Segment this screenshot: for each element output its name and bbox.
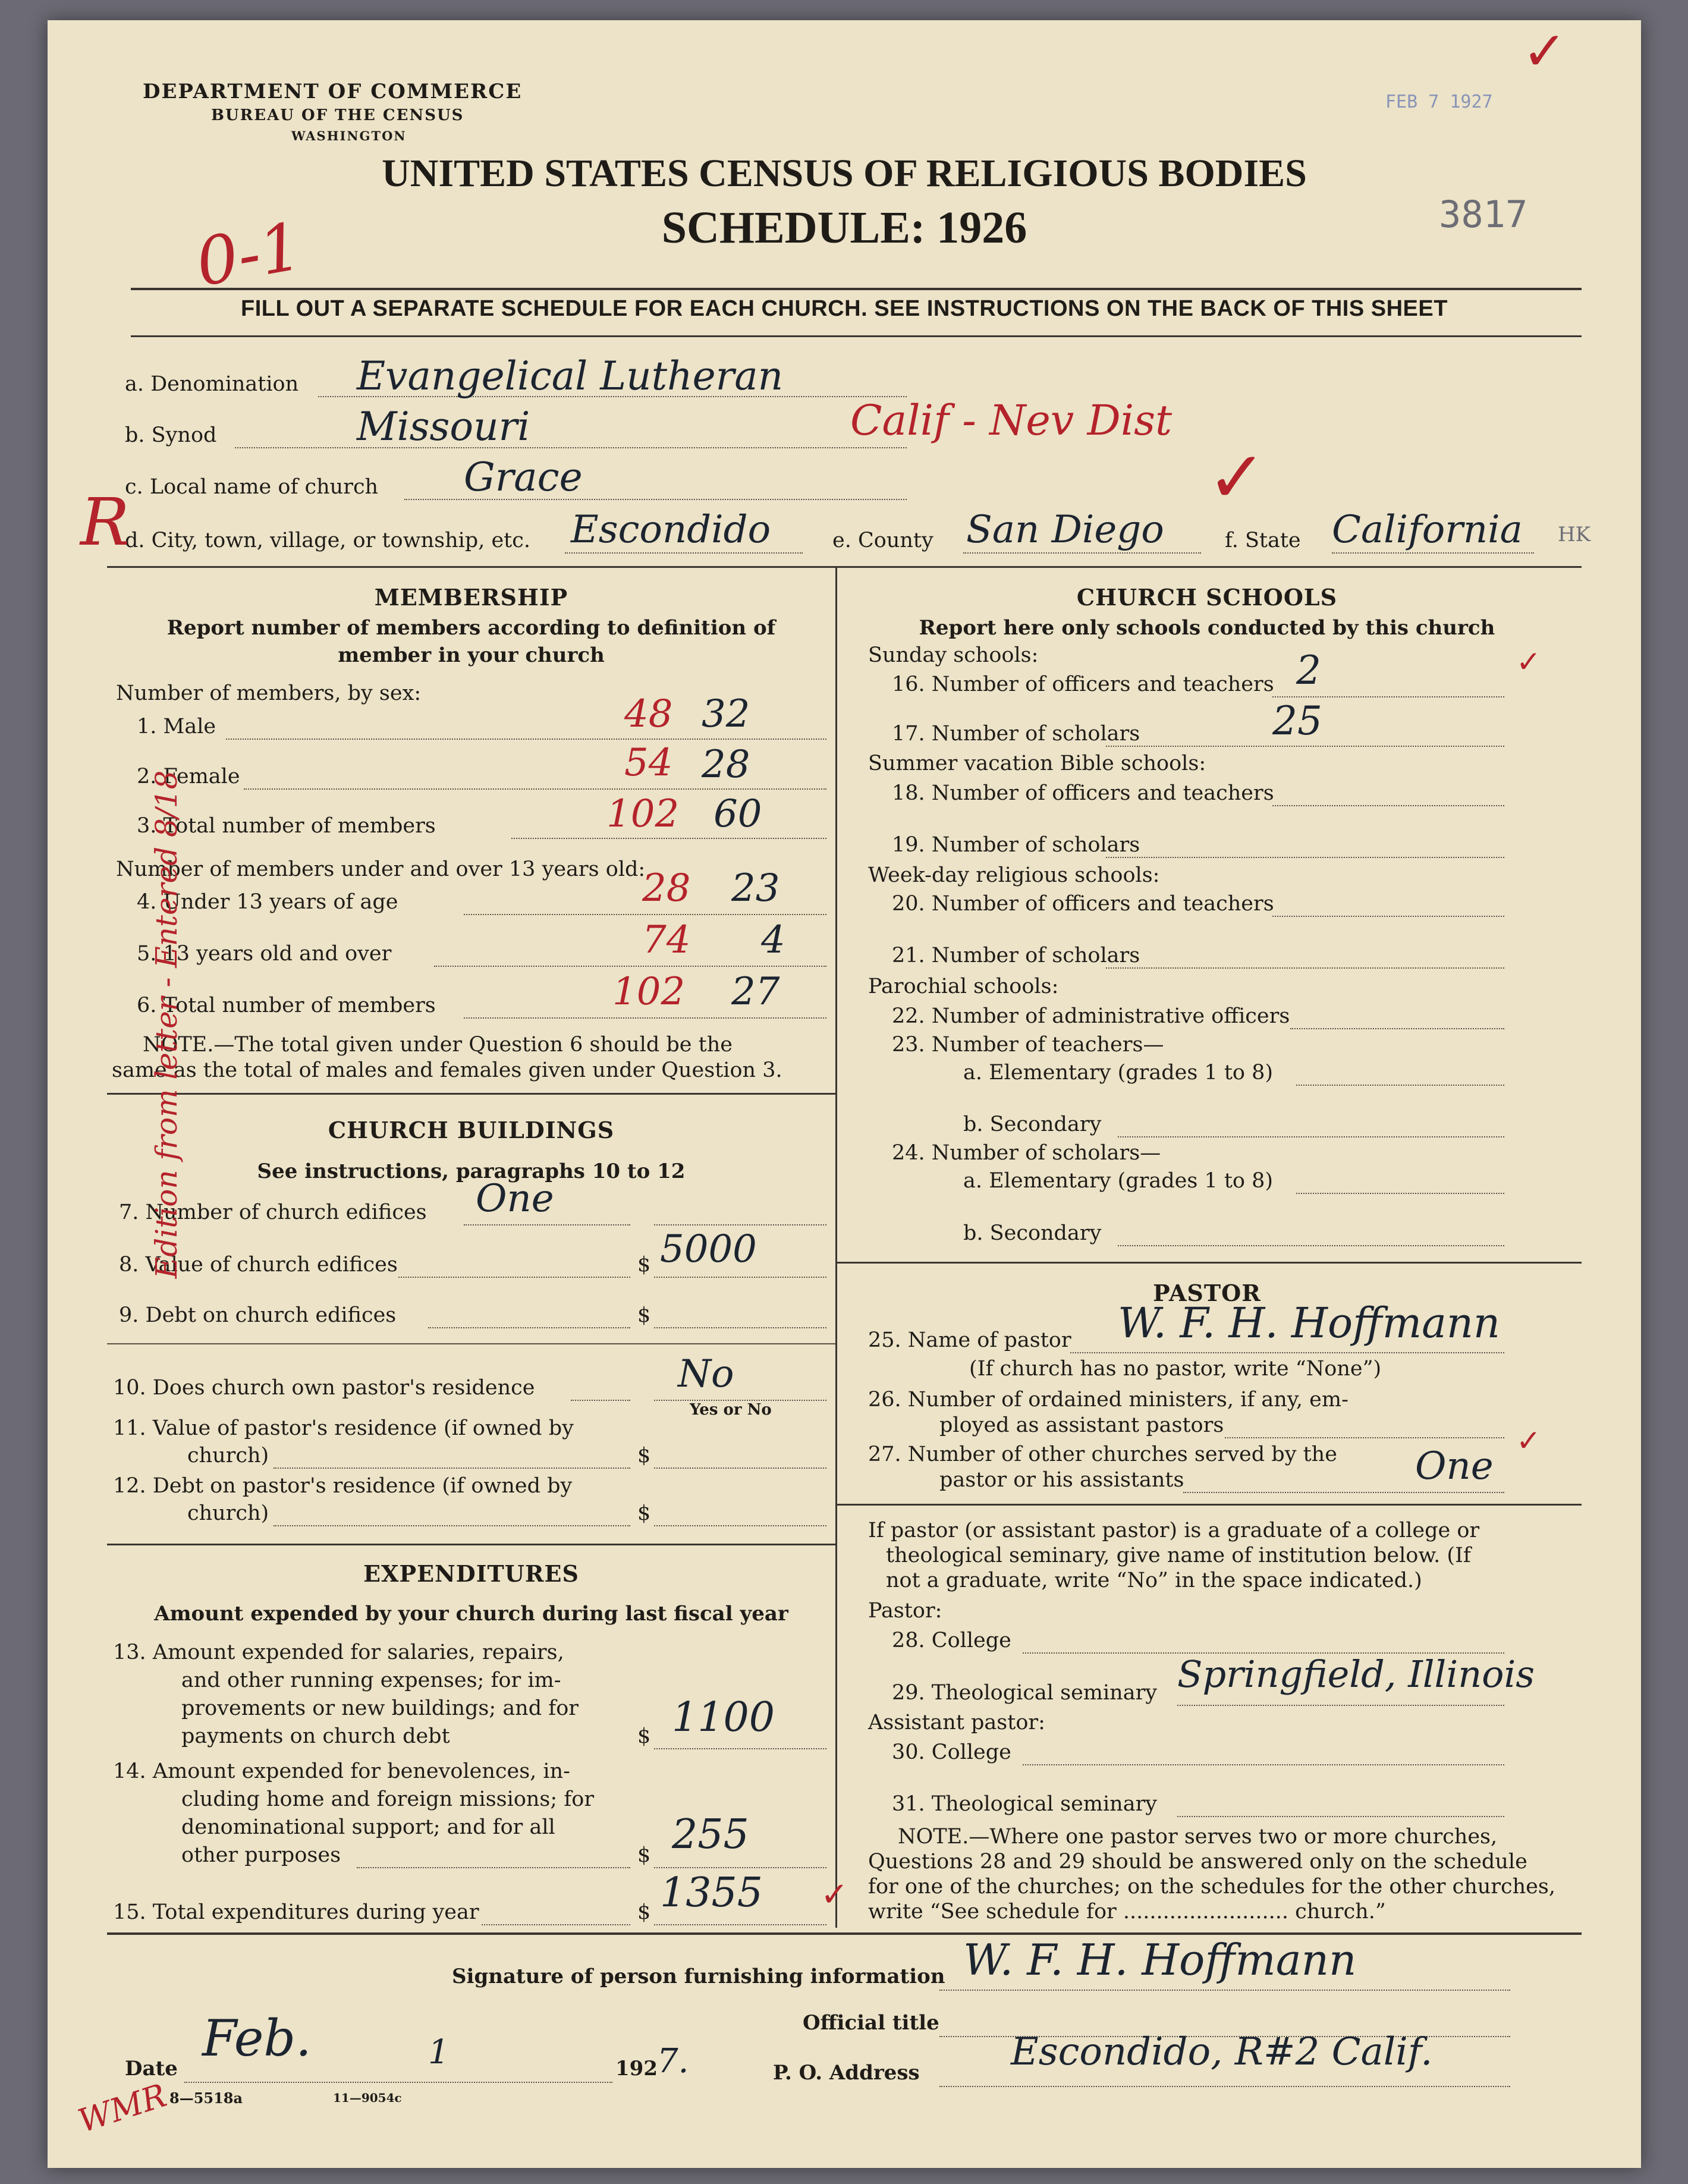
q6-value: 27: [731, 970, 780, 1014]
q23a-label: a. Elementary (grades 1 to 8): [963, 1061, 1274, 1085]
q8-value: 5000: [660, 1227, 757, 1271]
q13-label-line3: provements or new buildings; and for: [181, 1696, 579, 1720]
check-mark: ✓: [1516, 645, 1541, 679]
q12-dollar: $: [637, 1501, 651, 1525]
q26-label-line2: ployed as assistant pastors: [939, 1413, 1224, 1437]
q31-line: [1177, 1816, 1504, 1817]
q1-red-value: 48: [624, 692, 673, 736]
divider: [107, 1343, 835, 1344]
summer-schools-label: Summer vacation Bible schools:: [868, 752, 1206, 775]
q15-line: [482, 1924, 630, 1925]
expenditures-sub: Amount expended by your church during last fiscal year: [154, 1602, 788, 1626]
date-label: Date: [125, 2057, 178, 2081]
q16-value: 2: [1296, 648, 1321, 693]
state-value: California: [1332, 508, 1523, 552]
q10-value: No: [678, 1352, 734, 1396]
q23-label: 23. Number of teachers—: [892, 1033, 1164, 1057]
q23b-line: [1118, 1136, 1504, 1137]
q22-label: 22. Number of administrative officers: [892, 1004, 1290, 1028]
q8-amount-line: [654, 1277, 826, 1278]
q12-label-line1: 12. Debt on pastor's residence (if owned by: [113, 1474, 573, 1498]
q25-hint: (If church has no pastor, write “None”): [969, 1357, 1382, 1381]
q19-label: 19. Number of scholars: [892, 833, 1140, 857]
q27-label-line2: pastor or his assistants: [939, 1468, 1184, 1492]
local-name-label: c. Local name of church: [125, 475, 379, 499]
q4-value: 23: [731, 866, 780, 910]
pastor-sublabel: Pastor:: [868, 1599, 942, 1623]
state-line: [1332, 552, 1534, 554]
sunday-schools-label: Sunday schools:: [868, 643, 1039, 667]
q15-dollar: $: [637, 1900, 651, 1924]
divider: [835, 1504, 1582, 1506]
q10-line: [571, 1400, 630, 1401]
signature-value: W. F. H. Hoffmann: [963, 1935, 1357, 1985]
q1-line: [226, 739, 826, 740]
form-title: UNITED STATES CENSUS OF RELIGIOUS BODIES: [382, 152, 1307, 195]
q15-label: 15. Total expenditures during year: [113, 1900, 479, 1924]
q20-line: [1272, 916, 1504, 917]
check-mark: ✓: [1522, 20, 1567, 83]
q21-line: [1106, 967, 1504, 969]
county-line: [963, 552, 1201, 554]
q9-line: [428, 1327, 630, 1328]
weekday-schools-label: Week-day religious schools:: [868, 863, 1160, 887]
state-label: f. State: [1225, 529, 1301, 552]
initials-mark: WMR: [73, 2076, 171, 2140]
form-number: 8—5518a: [169, 2089, 243, 2107]
q24a-line: [1296, 1193, 1504, 1194]
pastor-note-line2: Questions 28 and 29 should be answered only on the schedule: [868, 1850, 1527, 1874]
q14-label-line1: 14. Amount expended for benevolences, in-: [113, 1759, 570, 1783]
q14-line: [357, 1867, 630, 1868]
q13-dollar: $: [637, 1724, 651, 1748]
county-label: e. County: [832, 529, 933, 552]
q3-value: 60: [713, 792, 762, 836]
q4-line: [464, 914, 826, 915]
q3-line: [511, 838, 826, 839]
q11-label-line1: 11. Value of pastor's residence (if owned by: [113, 1416, 574, 1440]
q9-label: 9. Debt on church edifices: [119, 1303, 397, 1327]
q7-line: [464, 1224, 630, 1225]
q11-dollar: $: [637, 1444, 651, 1467]
q30-line: [1023, 1764, 1504, 1765]
membership-note-line1: NOTE.—The total given under Question 6 should be the: [143, 1033, 733, 1057]
q14-label-line4: other purposes: [181, 1843, 341, 1867]
q24b-line: [1118, 1245, 1504, 1246]
q30-label: 30. College: [892, 1740, 1011, 1764]
denomination-label: a. Denomination: [125, 372, 299, 396]
q19-line: [1106, 857, 1504, 858]
membership-note-line2: same as the total of males and females given under Question 3.: [112, 1058, 782, 1082]
schools-heading: CHURCH SCHOOLS: [1076, 584, 1338, 611]
q10-hint: Yes or No: [690, 1401, 772, 1419]
q2-red-value: 54: [624, 741, 673, 785]
q17-line: [1106, 746, 1504, 747]
print-number: 11—9054c: [333, 2091, 402, 2105]
fill-out-instruction: FILL OUT A SEPARATE SCHEDULE FOR EACH CHURCH. SEE INSTRUCTIONS ON THE BACK OF THIS SHEET: [241, 296, 1448, 321]
q5-value: 4: [761, 918, 785, 962]
signature-label: Signature of person furnishing information: [452, 1965, 945, 1988]
graduate-instruction-line2: theological seminary, give name of institution below. (If: [886, 1544, 1471, 1567]
q25-line: [1070, 1352, 1504, 1353]
denomination-value: Evangelical Lutheran: [357, 353, 784, 399]
graduate-instruction-line3: not a graduate, write “No” in the space indicated.): [886, 1569, 1422, 1592]
q8-dollar: $: [637, 1253, 651, 1277]
q4-under13-label: 4. Under 13 years of age: [137, 890, 398, 914]
by-sex-label: Number of members, by sex:: [116, 681, 422, 705]
q16-label: 16. Number of officers and teachers: [892, 673, 1274, 696]
signature-line: [939, 1990, 1510, 1991]
q17-value: 25: [1272, 698, 1322, 744]
synod-label: b. Synod: [125, 423, 217, 447]
divider: [835, 1262, 1582, 1264]
official-title-label: Official title: [803, 2011, 939, 2035]
q25-label: 25. Name of pastor: [868, 1328, 1071, 1352]
schools-sub: Report here only schools conducted by this church: [919, 616, 1495, 640]
q5-line: [434, 966, 826, 967]
q6-red-value: 102: [612, 970, 686, 1014]
q13-value: 1100: [672, 1694, 775, 1741]
state-note: HK: [1558, 523, 1591, 546]
local-name-value: Grace: [464, 454, 583, 500]
q12-amount-line: [654, 1525, 826, 1526]
q13-label-line1: 13. Amount expended for salaries, repairs,: [113, 1641, 564, 1664]
check-mark: ✓: [1207, 436, 1267, 519]
q3-total-label: 3. Total number of members: [137, 814, 436, 838]
q3-red-value: 102: [606, 792, 680, 836]
q1-male-label: 1. Male: [137, 715, 216, 739]
check-mark: ✓: [1516, 1423, 1541, 1458]
city-label: WASHINGTON: [291, 128, 407, 143]
graduate-instruction-line1: If pastor (or assistant pastor) is a graduate of a college or: [868, 1519, 1480, 1542]
membership-sub1: Report number of members according to definition of: [166, 616, 776, 640]
q26-line: [1225, 1437, 1504, 1438]
divider: [131, 335, 1582, 337]
q29-line: [1177, 1705, 1504, 1706]
pastor-note-line1: NOTE.—Where one pastor serves two or more churches,: [898, 1825, 1498, 1849]
q14-value: 255: [672, 1811, 749, 1858]
q28-label: 28. College: [892, 1629, 1011, 1652]
divider: [107, 1544, 835, 1545]
pastor-note-line4: write “See schedule for ......................... church.”: [868, 1900, 1386, 1924]
q24-label: 24. Number of scholars—: [892, 1141, 1161, 1165]
divider: [107, 1093, 835, 1095]
date-year-prefix: 192: [615, 2057, 658, 2081]
q6-total-label: 6. Total number of members: [137, 994, 436, 1017]
by-age-label: Number of members under and over 13 years old:: [116, 857, 646, 881]
q13-label-line4: payments on church debt: [181, 1724, 450, 1748]
divider: [131, 288, 1582, 290]
red-mark: 0-1: [190, 208, 307, 301]
q14-dollar: $: [637, 1843, 651, 1867]
q18-line: [1272, 805, 1504, 806]
q23b-label: b. Secondary: [963, 1113, 1102, 1136]
q23a-line: [1296, 1085, 1504, 1086]
buildings-sub: See instructions, paragraphs 10 to 12: [257, 1159, 686, 1183]
q31-label: 31. Theological seminary: [892, 1792, 1158, 1816]
date-month: Feb.: [202, 2009, 312, 2067]
q17-label: 17. Number of scholars: [892, 722, 1140, 746]
margin-note: Edition from letter - Entered 8/18: [149, 770, 184, 1279]
q27-value: One: [1415, 1444, 1494, 1488]
q11-line: [274, 1467, 630, 1469]
q27-line: [1183, 1492, 1504, 1493]
divider: [107, 1932, 1582, 1935]
q29-value: Springfield, Illinois: [1177, 1652, 1535, 1696]
q7-label: 7. Number of church edifices: [119, 1201, 427, 1224]
q10-label: 10. Does church own pastor's residence: [113, 1376, 535, 1400]
q13-amount-line: [654, 1748, 826, 1749]
margin-letter: R: [80, 484, 130, 560]
membership-heading: MEMBERSHIP: [374, 584, 568, 611]
q22-line: [1290, 1028, 1504, 1029]
census-schedule-sheet: [48, 20, 1641, 2168]
q20-label: 20. Number of officers and teachers: [892, 892, 1274, 916]
date-day: 1: [428, 2033, 449, 2072]
q15-amount-line: [654, 1924, 826, 1925]
expenditures-heading: EXPENDITURES: [363, 1560, 579, 1587]
bureau-label: BUREAU OF THE CENSUS: [211, 106, 464, 124]
serial-number: 3817: [1439, 193, 1528, 236]
po-address-line: [939, 2086, 1510, 2087]
city-line: [565, 552, 803, 554]
schedule-year: SCHEDULE: 1926: [661, 203, 1027, 253]
q14-amount-line: [654, 1867, 826, 1868]
q9-amount-line: [654, 1327, 826, 1328]
po-address-value: Escondido, R#2 Calif.: [1011, 2030, 1433, 2074]
q24b-label: b. Secondary: [963, 1221, 1102, 1245]
q11-label-line2: church): [187, 1444, 269, 1467]
q5-red-value: 74: [642, 918, 691, 962]
buildings-heading: CHURCH BUILDINGS: [328, 1117, 615, 1143]
q21-label: 21. Number of scholars: [892, 944, 1140, 967]
department-label: DEPARTMENT OF COMMERCE: [143, 80, 523, 103]
q12-label-line2: church): [187, 1501, 269, 1525]
q12-line: [274, 1525, 630, 1526]
check-mark: ✓: [821, 1875, 848, 1914]
q27-label-line1: 27. Number of other churches served by the: [868, 1443, 1337, 1466]
q9-dollar: $: [637, 1303, 651, 1327]
date-line: [184, 2082, 612, 2083]
county-value: San Diego: [966, 508, 1164, 552]
synod-value: Missouri: [357, 404, 530, 450]
q2-female-label: 2. Female: [137, 765, 240, 788]
pastor-heading: PASTOR: [1153, 1280, 1261, 1306]
membership-sub2: member in your church: [338, 643, 605, 667]
date-year-digit: 7.: [657, 2042, 689, 2081]
q1-value: 32: [702, 692, 750, 736]
q14-label-line3: denominational support; and for all: [181, 1815, 555, 1839]
city-value: Escondido: [571, 508, 771, 552]
city-label: d. City, town, village, or township, etc.: [125, 529, 530, 552]
column-divider: [835, 566, 837, 1928]
parochial-schools-label: Parochial schools:: [868, 975, 1059, 998]
q7-value: One: [476, 1177, 554, 1221]
q24a-label: a. Elementary (grades 1 to 8): [963, 1169, 1274, 1193]
received-date-stamp: FEB 7 1927: [1385, 92, 1493, 112]
q5-over13-label: 5. 13 years old and over: [137, 942, 392, 966]
q4-red-value: 28: [642, 866, 691, 910]
q29-label: 29. Theological seminary: [892, 1681, 1158, 1705]
q6-line: [464, 1017, 826, 1019]
q25-value: W. F. H. Hoffmann: [1118, 1299, 1500, 1347]
q26-label-line1: 26. Number of ordained ministers, if any, em-: [868, 1388, 1348, 1412]
q7-line-2: [654, 1224, 826, 1225]
synod-district-note: Calif - Nev Dist: [850, 396, 1173, 445]
q11-amount-line: [654, 1467, 826, 1469]
q13-label-line2: and other running expenses; for im-: [181, 1668, 561, 1692]
divider: [107, 566, 1582, 568]
q15-value: 1355: [660, 1869, 763, 1916]
assistant-pastor-sublabel: Assistant pastor:: [868, 1711, 1045, 1734]
pastor-note-line3: for one of the churches; on the schedules for the other churches,: [868, 1875, 1555, 1899]
q2-value: 28: [702, 743, 750, 787]
q8-line: [398, 1277, 630, 1278]
q18-label: 18. Number of officers and teachers: [892, 781, 1274, 805]
q14-label-line2: cluding home and foreign missions; for: [181, 1787, 595, 1811]
q16-line: [1272, 696, 1504, 697]
q8-label: 8. Value of church edifices: [119, 1253, 398, 1277]
q2-line: [244, 788, 826, 790]
synod-line: [235, 447, 907, 448]
po-address-label: P. O. Address: [773, 2061, 920, 2085]
